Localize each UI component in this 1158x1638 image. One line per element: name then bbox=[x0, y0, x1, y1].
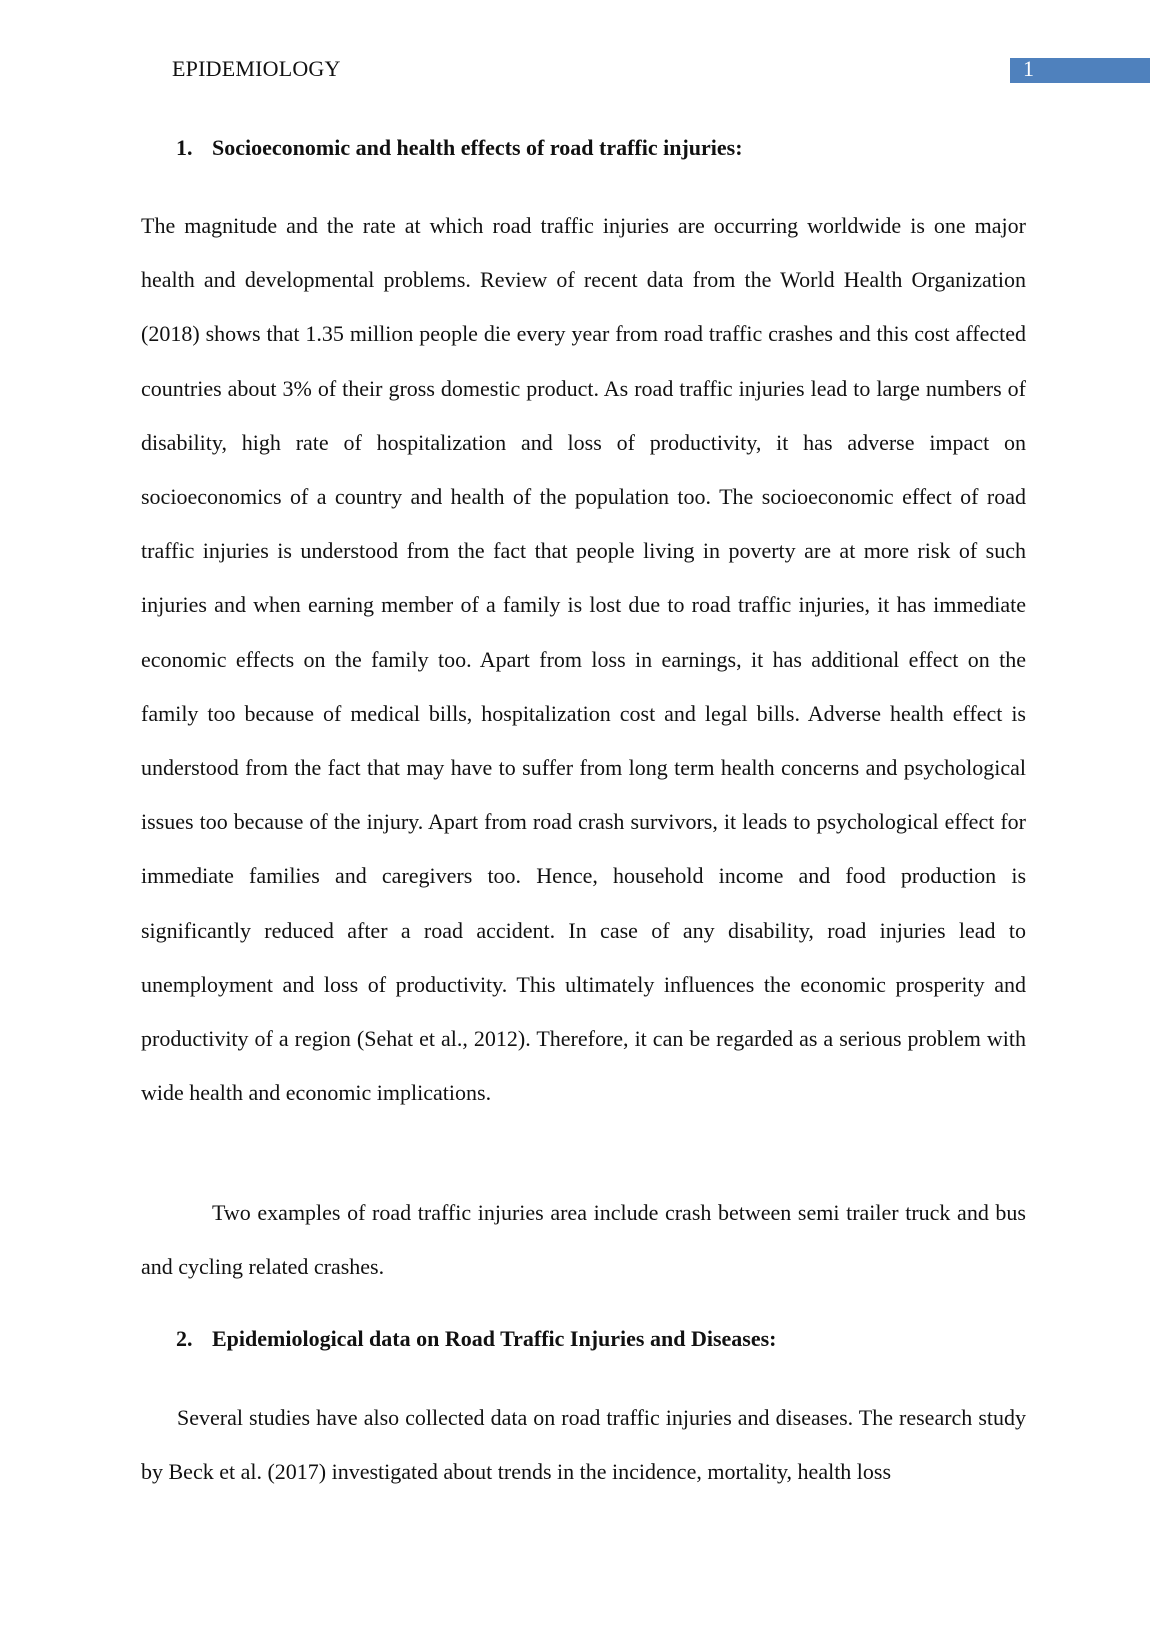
body-paragraph-3: Several studies have also collected data on road traffic injuries and diseases. The research study by Beck et al. (2017) investigated about trends in the incidence, mortality, health loss bbox=[141, 1405, 1026, 1485]
section-number: 1. bbox=[176, 135, 193, 160]
section-number: 2. bbox=[176, 1326, 193, 1351]
page-number: 1 bbox=[1023, 56, 1034, 81]
body-paragraph-1: The magnitude and the rate at which road traffic injuries are occurring worldwide is one major health and developmental problems. Review of recent data from the World Health Organization (2018) shows that 1.35 million people die every year from road traffic crashes and this cost affected countries about 3% of their gross domestic product. As road traffic injuries lead to large numbers of disability, high rate of hospitalization and loss of productivity, it has adverse impact on socioeconomics of a country and health of the population too. The socioeconomic effect of road traffic injuries is understood from the fact that people living in poverty are at more risk of such injuries and when earning member of a family is lost due to road traffic injuries, it has immediate economic effects on the family too. Apart from loss in earnings, it has additional effect on the family too because of medical bills, hospitalization cost and legal bills. Adverse health effect is understood from the fact that may have to suffer from long term health concerns and psychological issues too because of the injury. Apart from road crash survivors, it leads to psychological effect for immediate families and caregivers too. Hence, household income and food production is significantly reduced after a road accident. In case of any disability, road injuries lead to unemployment and loss of productivity. This ultimately influences the economic prosperity and productivity of a region (Sehat et al., 2012). Therefore, it can be regarded as a serious problem with wide health and economic implications. bbox=[141, 213, 1026, 1106]
body-paragraph-2: Two examples of road traffic injuries area include crash between semi trailer truck and bus and cycling related crashes. bbox=[141, 1200, 1026, 1280]
section-title: Socioeconomic and health effects of road traffic injuries: bbox=[212, 135, 743, 160]
running-head: EPIDEMIOLOGY bbox=[172, 56, 341, 81]
section-heading-1 bbox=[176, 134, 743, 162]
section-title: Epidemiological data on Road Traffic Injuries and Diseases: bbox=[212, 1326, 777, 1351]
section-heading-2 bbox=[176, 1325, 777, 1353]
